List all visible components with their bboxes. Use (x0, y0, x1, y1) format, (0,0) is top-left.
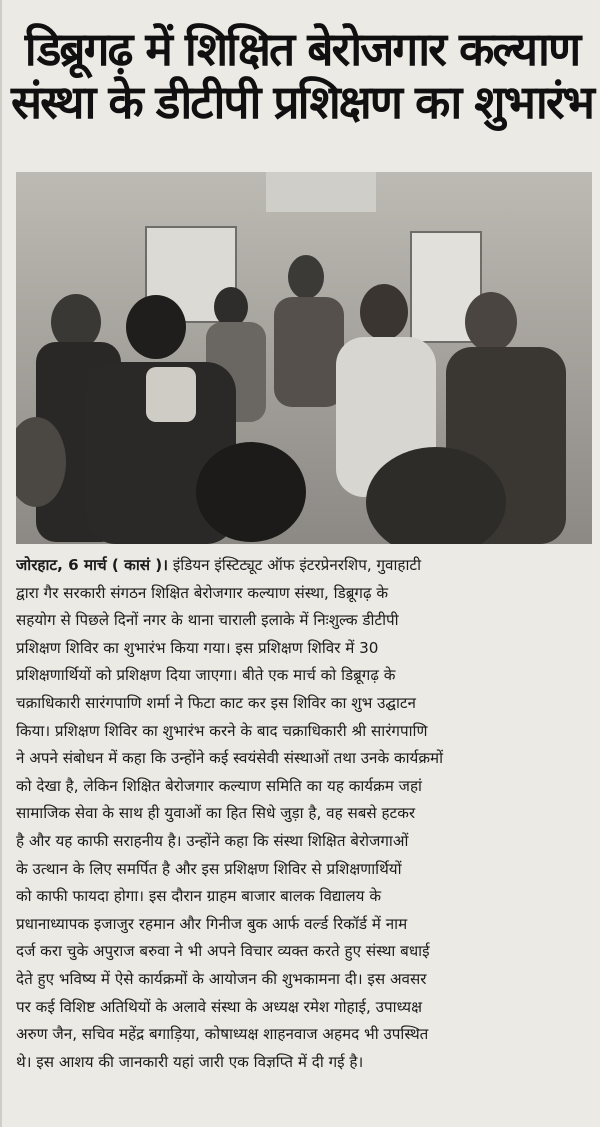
article-body (16, 552, 594, 1076)
article-line: ने अपने संबोधन में कहा कि उन्होंने कई स्वयंसेवी संस्थाओं तथा उनके कार्यक्रमों (16, 749, 444, 768)
article-line: पर कई विशिष्ट अतिथियों के अलावे संस्था के अध्यक्ष रमेश गोहाई, उपाध्यक्ष (16, 997, 422, 1016)
article-line: प्रशिक्षण शिविर का शुभारंभ किया गया। इस प्रशिक्षण शिविर में 30 (16, 638, 379, 657)
article-line: के उत्थान के लिए समर्पित है और इस प्रशिक्षण शिविर से प्रशिक्षणार्थियों (16, 859, 402, 878)
article-line: द्वारा गैर सरकारी संगठन शिक्षित बेरोजगार कल्याण संस्था, डिब्रूगढ़ के (16, 583, 388, 602)
article-line: है और यह काफी सराहनीय है। उन्होंने कहा कि संस्था शिक्षित बेरोजगाओं (16, 831, 409, 850)
article-line-text: इंडियन इंस्टिट्यूट ऑफ इंटरप्रेनरशिप, गुवाहाटी (168, 556, 422, 574)
article-line: चक्राधिकारी सारंगपाणि शर्मा ने फिटा काट कर इस शिविर का शुभ उद्घाटन (16, 693, 416, 712)
headline-line-1: डिब्रूगढ़ में शिक्षित बेरोजगार कल्याण (24, 22, 580, 77)
headline (10, 22, 594, 129)
article-line: को देखा है, लेकिन शिक्षित बेरोजगार कल्याण समिति का यह कार्यक्रम जहां (16, 776, 422, 795)
article-line: दर्ज करा चुके अपुराज बरुवा ने भी अपने विचार व्यक्त करते हुए संस्था बधाई (16, 942, 430, 961)
article-line: थे। इस आशय की जानकारी यहां जारी एक विज्ञप्ति में दी गई है। (16, 1052, 364, 1071)
group-photo-icon (16, 172, 592, 544)
article-line (16, 552, 594, 580)
article-line: देते हुए भविष्य में ऐसे कार्यक्रमों के आयोजन की शुभकामना दी। इस अवसर (16, 969, 427, 988)
article-line: को काफी फायदा होगा। इस दौरान ग्राहम बाजार बालक विद्यालय के (16, 887, 381, 906)
article-line: किया। प्रशिक्षण शिविर का शुभारंभ करने के बाद चक्राधिकारी श्री सारंगपाणि (16, 721, 428, 740)
article-line: प्रधानाध्यापक इजाजुर रहमान और गिनीज बुक आर्फ वर्ल्ड रिकॉर्ड में नाम (16, 914, 408, 933)
article-line: प्रशिक्षणार्थियों को प्रशिक्षण दिया जाएगा। बीते एक मार्च को डिब्रूगढ़ के (16, 666, 396, 685)
article-line: सामाजिक सेवा के साथ ही युवाओं का हित सिधे जुड़ा है, वह सबसे हटकर (16, 804, 416, 823)
news-photo (16, 172, 592, 544)
article-line: अरुण जैन, सचिव महेंद्र बगाड़िया, कोषाध्यक्ष शाहनवाज अहमद भी उपस्थित (16, 1025, 429, 1044)
headline-line-2: संस्था के डीटीपी प्रशिक्षण का शुभारंभ (11, 74, 593, 129)
article-line: सहयोग से पिछले दिनों नगर के थाना चाराली इलाके में निःशुल्क डीटीपी (16, 611, 399, 630)
dateline: जोरहाट, 6 मार्च ( कासं )। (16, 556, 169, 574)
